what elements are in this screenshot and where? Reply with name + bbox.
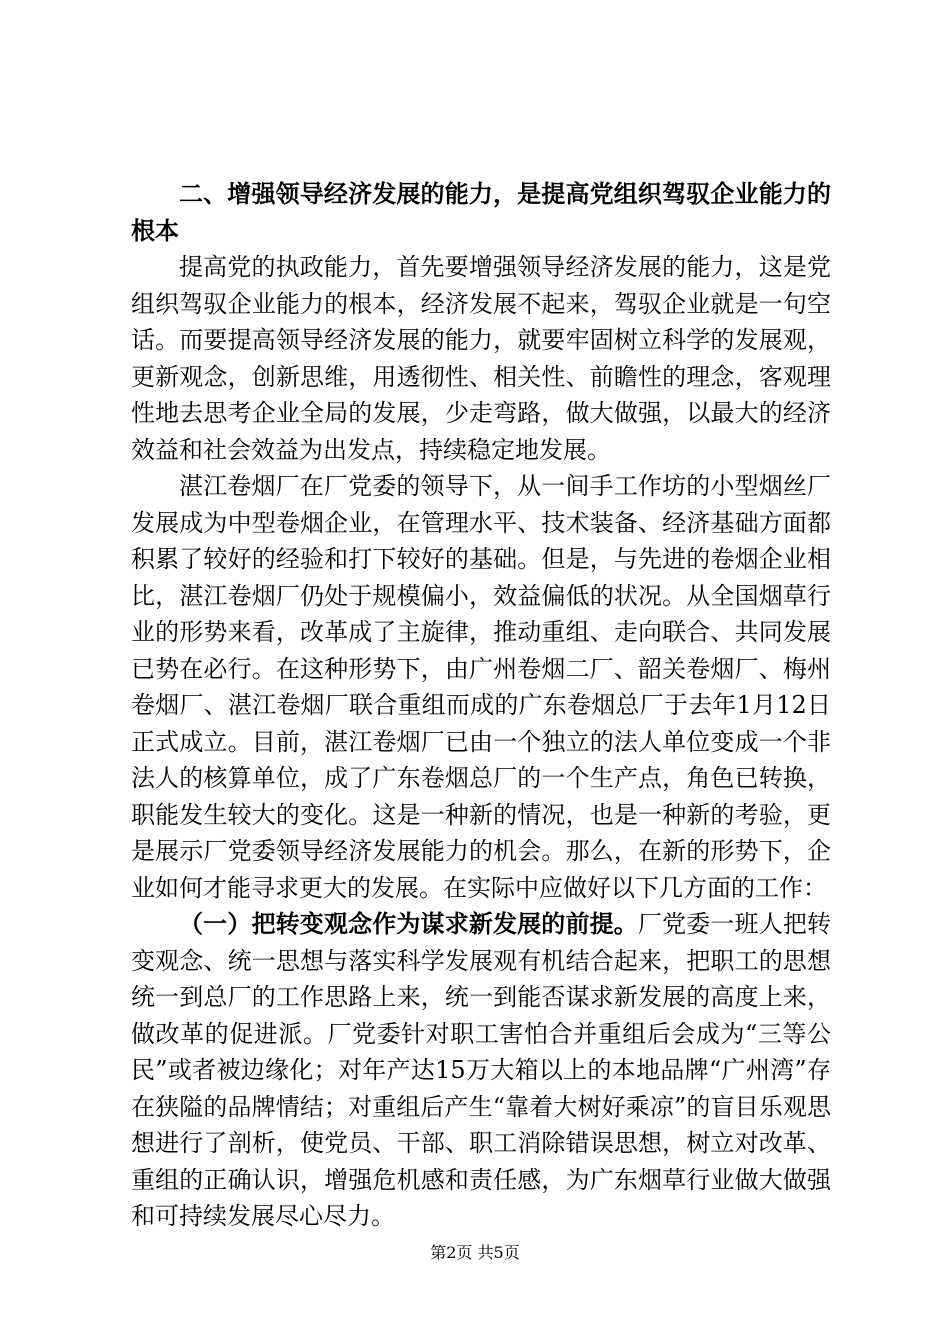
subsection-body: 厂党委一班人把转变观念、统一思想与落实科学发展观有机结合起来，把职工的思想统一到总厂的工作思路上来，统一到能否谋求新发展的高度上来，做改革的促进派。厂党委针对职工害怕合并重组后会成为“三等公民”或者被边缘化；对年产达15万大箱以上的本地品牌“广州湾”存在狭隘的品牌情结；对重组后产生“靠着大树好乘凉”的盲目乐观思想进行了剖析，使党员、干部、职工消除错误思想，树立对改革、重组的正确认识，增强危机感和责任感，为广东烟草行业做大做强和可持续发展尽心尽力。 [131, 910, 831, 1230]
paragraph-3 [131, 906, 831, 1235]
subsection-lead: （一）把转变观念作为谋求新发展的前提。 [179, 909, 638, 938]
document-body [131, 176, 831, 1235]
page-number-footer: 第2页 共5页 [430, 1243, 520, 1262]
section-heading: 二、增强领导经济发展的能力，是提高党组织驾驭企业能力的根本 [131, 179, 831, 245]
paragraph-2: 湛江卷烟厂在厂党委的领导下，从一间手工作坊的小型烟丝厂发展成为中型卷烟企业，在管理水平、技术装备、经济基础方面都积累了较好的经验和打下较好的基础。但是，与先进的卷烟企业相比，湛江卷烟厂仍处于规模偏小，效益偏低的状况。从全国烟草行业的形势来看，改革成了主旋律，推动重组、走向联合、共同发展已势在必行。在这种形势下，由广州卷烟二厂、韶关卷烟厂、梅州卷烟厂、湛江卷烟厂联合重组而成的广东卷烟总厂于去年1月12日正式成立。目前，湛江卷烟厂已由一个独立的法人单位变成一个非法人的核算单位，成了广东卷烟总厂的一个生产点，角色已转换，职能发生较大的变化。这是一种新的情况，也是一种新的考验，更是展示厂党委领导经济发展能力的机会。那么，在新的形势下，企业如何才能寻求更大的发展。在实际中应做好以下几方面的工作： [131, 472, 831, 902]
paragraph-1: 提高党的执政能力，首先要增强领导经济发展的能力，这是党组织驾驭企业能力的根本，经济发展不起来，驾驭企业就是一句空话。而要提高领导经济发展的能力，就要牢固树立科学的发展观，更新观念，创新思维，用透彻性、相关性、前瞻性的理念，客观理性地去思考企业全局的发展，少走弯路，做大做强，以最大的经济效益和社会效益为出发点，持续稳定地发展。 [131, 253, 831, 464]
